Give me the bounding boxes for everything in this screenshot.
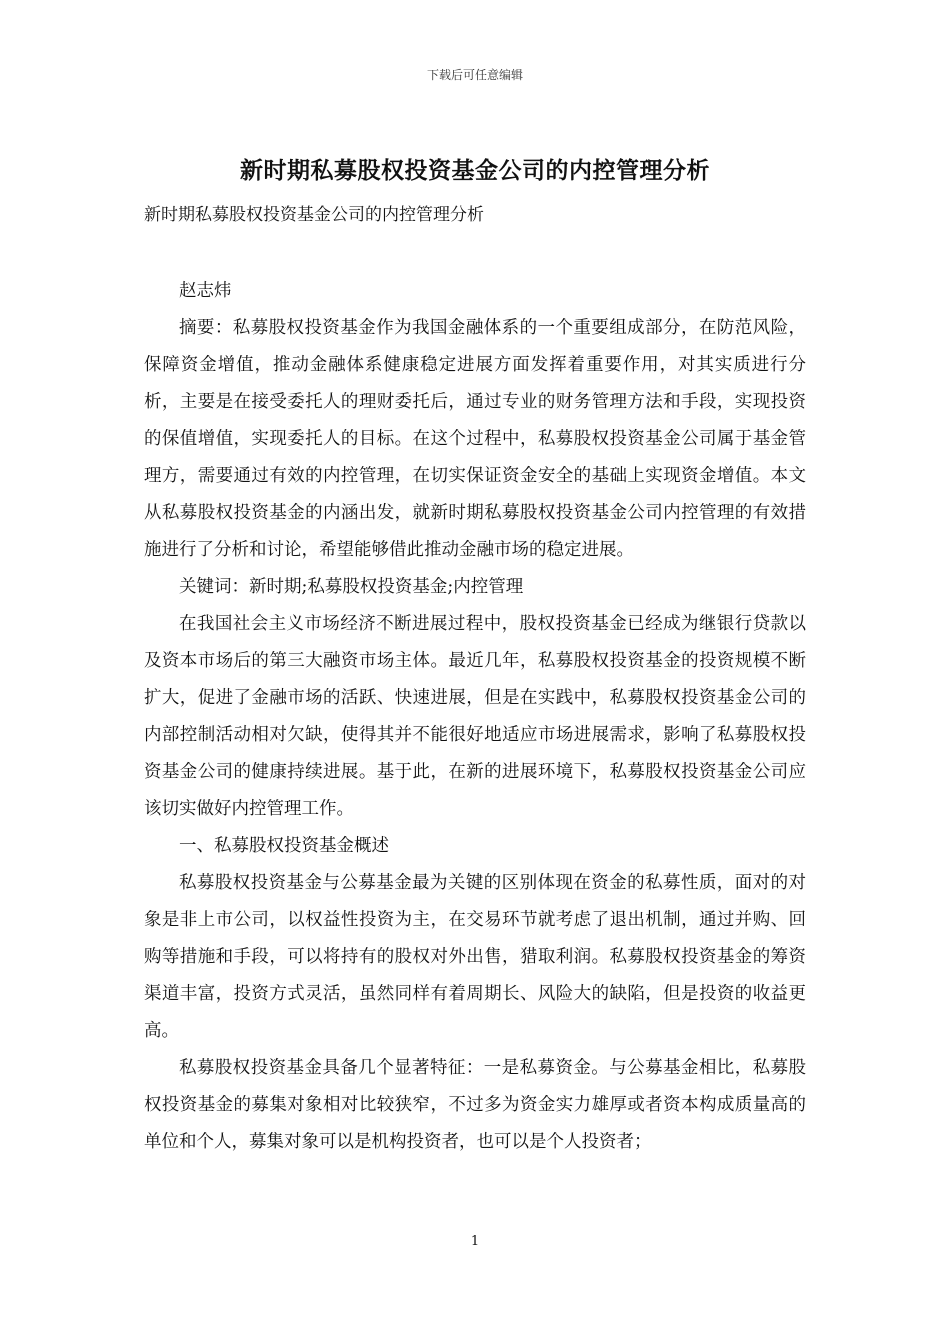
section-heading: 一、私募股权投资基金概述 [179, 836, 389, 856]
author-line: 赵志炜 [179, 281, 232, 301]
intro-paragraph: 在我国社会主义市场经济不断进展过程中，股权投资基金已经成为继银行贷款以及资本市场后的第三大融资市场主体。最近几年，私募股权投资基金的投资规模不断扩大，促进了金融市场的活跃、快速进展，但是在实践中，私募股权投资基金公司的内部控制活动相对欠缺，使得其并不能很好地适应市场进展需求，影响了私募股权投资基金公司的健康持续进展。基于此，在新的进展环境下，私募股权投资基金公司应该切实做好内控管理工作。 [144, 614, 806, 819]
keywords-paragraph: 关键词：新时期;私募股权投资基金;内控管理 [179, 577, 524, 597]
page-number: 1 [470, 1234, 480, 1249]
abstract-paragraph: 摘要：私募股权投资基金作为我国金融体系的一个重要组成部分，在防范风险，保障资金增值，推动金融体系健康稳定进展方面发挥着重要作用，对其实质进行分析，主要是在接受委托人的理财委托后，通过专业的财务管理方法和手段，实现投资的保值增值，实现委托人的目标。在这个过程中，私募股权投资基金公司属于基金管理方，需要通过有效的内控管理，在切实保证资金安全的基础上实现资金增值。本文从私募股权投资基金的内涵出发，就新时期私募股权投资基金公司内控管理的有效措施进行了分析和讨论，希望能够借此推动金融市场的稳定进展。 [144, 318, 806, 560]
document-title: 新时期私募股权投资基金公司的内控管理分析 [240, 157, 710, 184]
body-paragraph: 私募股权投资基金具备几个显著特征：一是私募资金。与公募基金相比，私募股权投资基金的募集对象相对比较狭窄，不过多为资金实力雄厚或者资本构成质量高的单位和个人，募集对象可以是机构投资者，也可以是个人投资者； [144, 1058, 806, 1152]
body-paragraph: 私募股权投资基金与公募基金最为关键的区别体现在资金的私募性质，面对的对象是非上市公司，以权益性投资为主，在交易环节就考虑了退出机制，通过并购、回购等措施和手段，可以将持有的股权对外出售，猎取利润。私募股权投资基金的筹资渠道丰富，投资方式灵活，虽然同样有着周期长、风险大的缺陷，但是投资的收益更高。 [144, 873, 806, 1041]
page-header-note: 下载后可任意编辑 [426, 68, 523, 82]
document-subtitle: 新时期私募股权投资基金公司的内控管理分析 [144, 205, 484, 225]
document-body [144, 273, 806, 1161]
